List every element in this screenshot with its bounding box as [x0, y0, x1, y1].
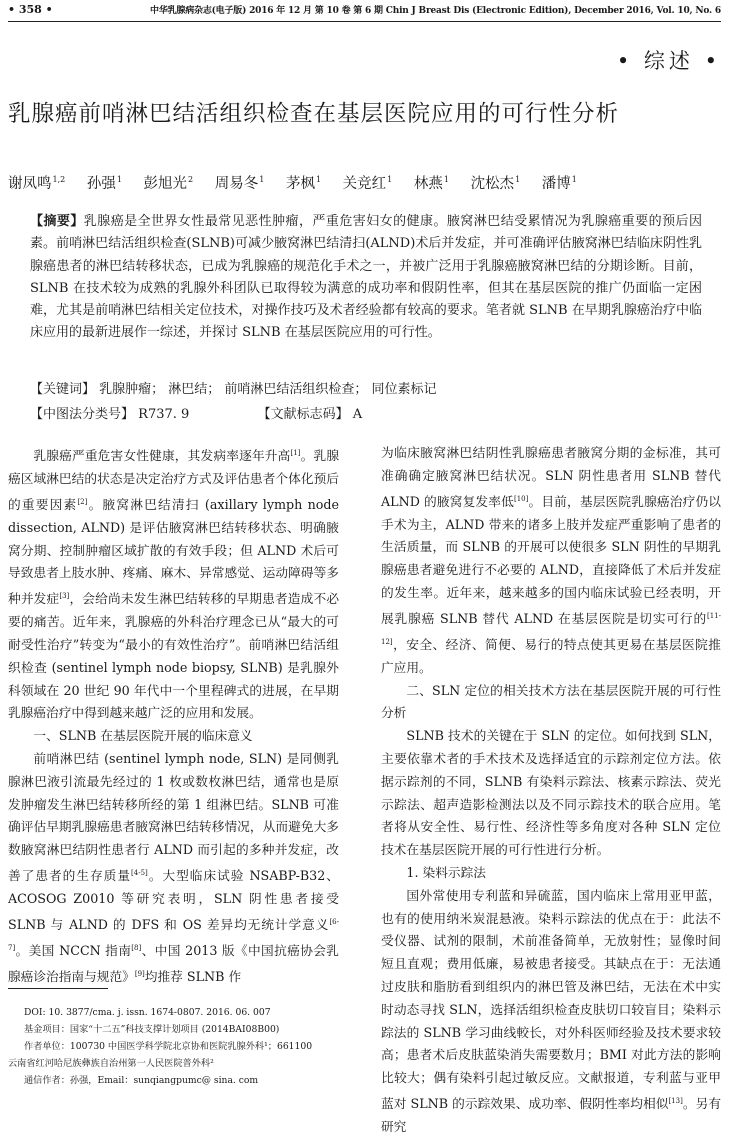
author: 彭旭光$^2$ — [143, 175, 194, 192]
author: 潘博$^1$ — [541, 175, 577, 192]
paragraph: 国外常使用专利蓝和异硫蓝，国内临床上常用亚甲蓝，也有的使用纳米炭混悬液。染料示踪法的优点在于：此法不受仪器、试剂的限制，术前准备简单，无放射性；显像时间短且直观；费用低廉，易被患者接受。其缺点在于：无法通过皮肤和脂肪看到组织内的淋巴管及淋巴结，无法在术中实时动态寻找 SLN，选择活组织检查皮肤切口较盲目；染料示踪法的 SLNB 学习曲线較长，对外科医师经验及技术要求较高；患者术后皮肤蓝染消失需要数月；BMI 对此方法的影响比较大；偶有染料引起过敏反应。文献报道，专利蓝与亚甲蓝对 SLNB 的示踪效果、成功率、假阴性率均相似[13]。另有研究 — [381, 887, 722, 1135]
page-number: • 358 • — [8, 3, 53, 16]
author-list — [8, 172, 594, 193]
citation: [8] — [131, 943, 142, 952]
citation: [1] — [290, 449, 301, 457]
paragraph: 前哨淋巴结 (sentinel lymph node, SLN) 是同侧乳腺淋巴液引流最先经过的 1 枚或数枚淋巴结，通常也是原发肿瘤发生淋巴结转移所经的第 1 组淋巴结。SLNB 可准确评估早期乳腺癌患者腋窝淋巴结转移情况，从而避免大多数腋窝淋巴结阴性患者行 ALND 而引起的多种并发症，改善了患者的生存质量[4-5]。大型临床试验 NSABP-B32、ACOSOG Z0010 等研究表明，SLN 阴性患者接受 SLNB 与 ALND 的 DFS 和 OS 差异均无统计学意义[6-7]。美国 NCCN 指南[8]、中国 2013 版《中国抗癌协会乳腺癌诊治指南与规范》[9]均推荐 SLNB 作 — [8, 751, 339, 985]
article-title: 乳腺癌前哨淋巴结活组织检查在基层医院应用的可行性分析 — [8, 101, 620, 127]
citation: [6-7] — [8, 917, 339, 952]
author: 林燕$^1$ — [413, 175, 449, 192]
citation: [3] — [59, 592, 70, 601]
paragraph: SLNB 技术的关键在于 SLN 的定位。如何找到 SLN，主要依靠术者的手术技术及选择适宜的示踪剂定位方法。依据示踪剂的不同，SLNB 有染料示踪法、核素示踪法、荧光示踪法、超声造影检测法以及不同示踪技术的联合应用。笔者将从安全性、易行性、经济性等多角度对各种 SLN 定位技术在基层医院开展的可行性进行分析。 — [381, 728, 721, 858]
clc-value: R737. 9 — [138, 407, 190, 422]
section-tag: • 综述 • — [616, 49, 721, 73]
section-heading: 一、SLNB 在基层医院开展的临床意义 — [33, 728, 253, 744]
doi: DOI: 10. 3877/cma. j. issn. 1674-0807. 2016. 06. 007 — [24, 1007, 271, 1018]
keywords — [30, 378, 437, 397]
header-rule — [8, 21, 721, 22]
keywords-label: 【关键词】 — [30, 382, 96, 397]
fund: 基金项目：国家“十二五”科技支撑计划项目 (2014BAI08B00) — [24, 1024, 280, 1035]
keywords-text: 乳腺肿瘤； 淋巴结； 前哨淋巴结活组织检查； 同位素标记 — [99, 382, 437, 397]
abstract-text: 乳腺癌是全世界女性最常见恶性肿瘤，严重危害妇女的健康。腋窝淋巴结受累情况为乳腺癌重要的预后因素。前哨淋巴结活组织检查(SLNB)可减少腋窝淋巴结清扫(ALND)术后并发症，并可准确评估腋窝淋巴结临床阴性乳腺癌患者的淋巴结转移状态，已成为乳腺癌的规范化手术之一，并被广泛用于乳腺癌腋窝淋巴结的分期诊断。目前，SLNB 在技术较为成熟的乳腺外科团队已取得较为满意的成功率和假阴性率，但其在基层医院的推广仍面临一定困难，尤其是前哨淋巴结相关定位技术，对操作技巧及术者经验都有较高的要求。笔者就 SLNB 在早期乳腺癌治疗中临床应用的最新进展作一综述，并探讨 SLNB 在基层医院应用的可行性。 — [30, 214, 702, 341]
body-column-left — [8, 442, 339, 989]
author: 关竞红$^1$ — [342, 175, 393, 192]
classification-line — [30, 403, 362, 422]
section-heading: 二、SLN 定位的相关技术方法在基层医院开展的可行性分析 — [381, 682, 721, 721]
citation: [10] — [513, 494, 529, 503]
author: 沈松杰$^1$ — [470, 175, 521, 192]
clc-label: 【中图法分类号】 — [30, 407, 135, 422]
correspondence: 通信作者：孙强，Email：sunqiangpumc@ sina. com — [24, 1075, 259, 1086]
journal-citation: 中华乳腺病杂志(电子版) 2016 年 12 月 第 10 卷 第 6 期 Chin J Breast Dis (Electronic Edition), December 2016, Vol. 10, No. 6 — [150, 6, 721, 16]
body-column-right — [381, 442, 721, 1139]
author: 孙强$^1$ — [86, 175, 122, 192]
doc-code-value: A — [352, 407, 363, 422]
citation: [4-5] — [131, 869, 148, 878]
citation: [11-12] — [381, 611, 721, 646]
footnotes — [8, 1004, 358, 1089]
doc-code-label: 【文献标志码】 — [257, 407, 349, 422]
running-header — [8, 0, 721, 22]
citation: [13] — [668, 1097, 683, 1106]
author: 谢凤鸣$^{1,2}$ — [8, 175, 66, 192]
author: 周易冬$^1$ — [214, 175, 265, 192]
citation: [2] — [77, 497, 88, 506]
affiliation-cont: 云南省红河哈尼族彝族自治州第一人民医院普外科² — [8, 1058, 214, 1069]
footnote-rule — [8, 988, 108, 989]
affiliation: 作者单位：100730 中国医学科学院北京协和医院乳腺外科¹；661100 — [24, 1041, 313, 1052]
paragraph: 为临床腋窝淋巴结阴性乳腺癌患者腋窝分期的金标准，其可准确确定腋窝淋巴结状况。SLN 阴性患者用 SLNB 替代 ALND 的腋窝复发率低[10]。目前，基层医院乳腺癌治疗仍以手术为主，ALND 带来的诸多上肢并发症严重影响了患者的生活质量，而 SLNB 的开展可以使很多 SLN 阴性的早期乳腺癌患者避免进行不必要的 ALND，直接降低了术后并发症的发生率。近年来，越来越多的国内临床试验已经表明，开展乳腺癌 SLNB 替代 ALND 在基层医院是切实可行的[11-12]，安全、经济、简便、易行的特点使其更易在基层医院推广应用。 — [381, 445, 721, 675]
author: 茅枫$^1$ — [285, 175, 322, 192]
paragraph: 乳腺癌严重危害女性健康，其发病率逐年升高[1]。乳腺癌区域淋巴结的状态是决定治疗方式及评估患者个体化预后的重要因素[2]。腋窝淋巴结清扫 (axillary lymph node dissection, ALND) 是评估腋窝淋巴结转移状态、明确腋窝分期、控制肿瘤区域扩散的有效手段；但 ALND 术后可导致患者上肢水肿、疼痛、麻木、异常感觉、运动障碍等多种并发症[3]，会给尚未发生淋巴结转移的早期患者造成不必要的痛苦。近年来，乳腺癌的外科治疗理念已从“最大的可耐受性治疗”转变为“最小的有效性治疗”。前哨淋巴结活组织检查 (sentinel lymph node biopsy, SLNB) 是乳腺外科领域在 20 世纪 90 年代中一个里程碑式的进展，在早期乳腺癌治疗中得到越来越广泛的应用和发展。 — [8, 448, 340, 721]
subsection-heading: 1. 染料示踪法 — [406, 865, 486, 881]
abstract-label: 【摘要】 — [30, 214, 84, 229]
abstract — [30, 211, 702, 345]
citation: [9] — [134, 969, 145, 978]
